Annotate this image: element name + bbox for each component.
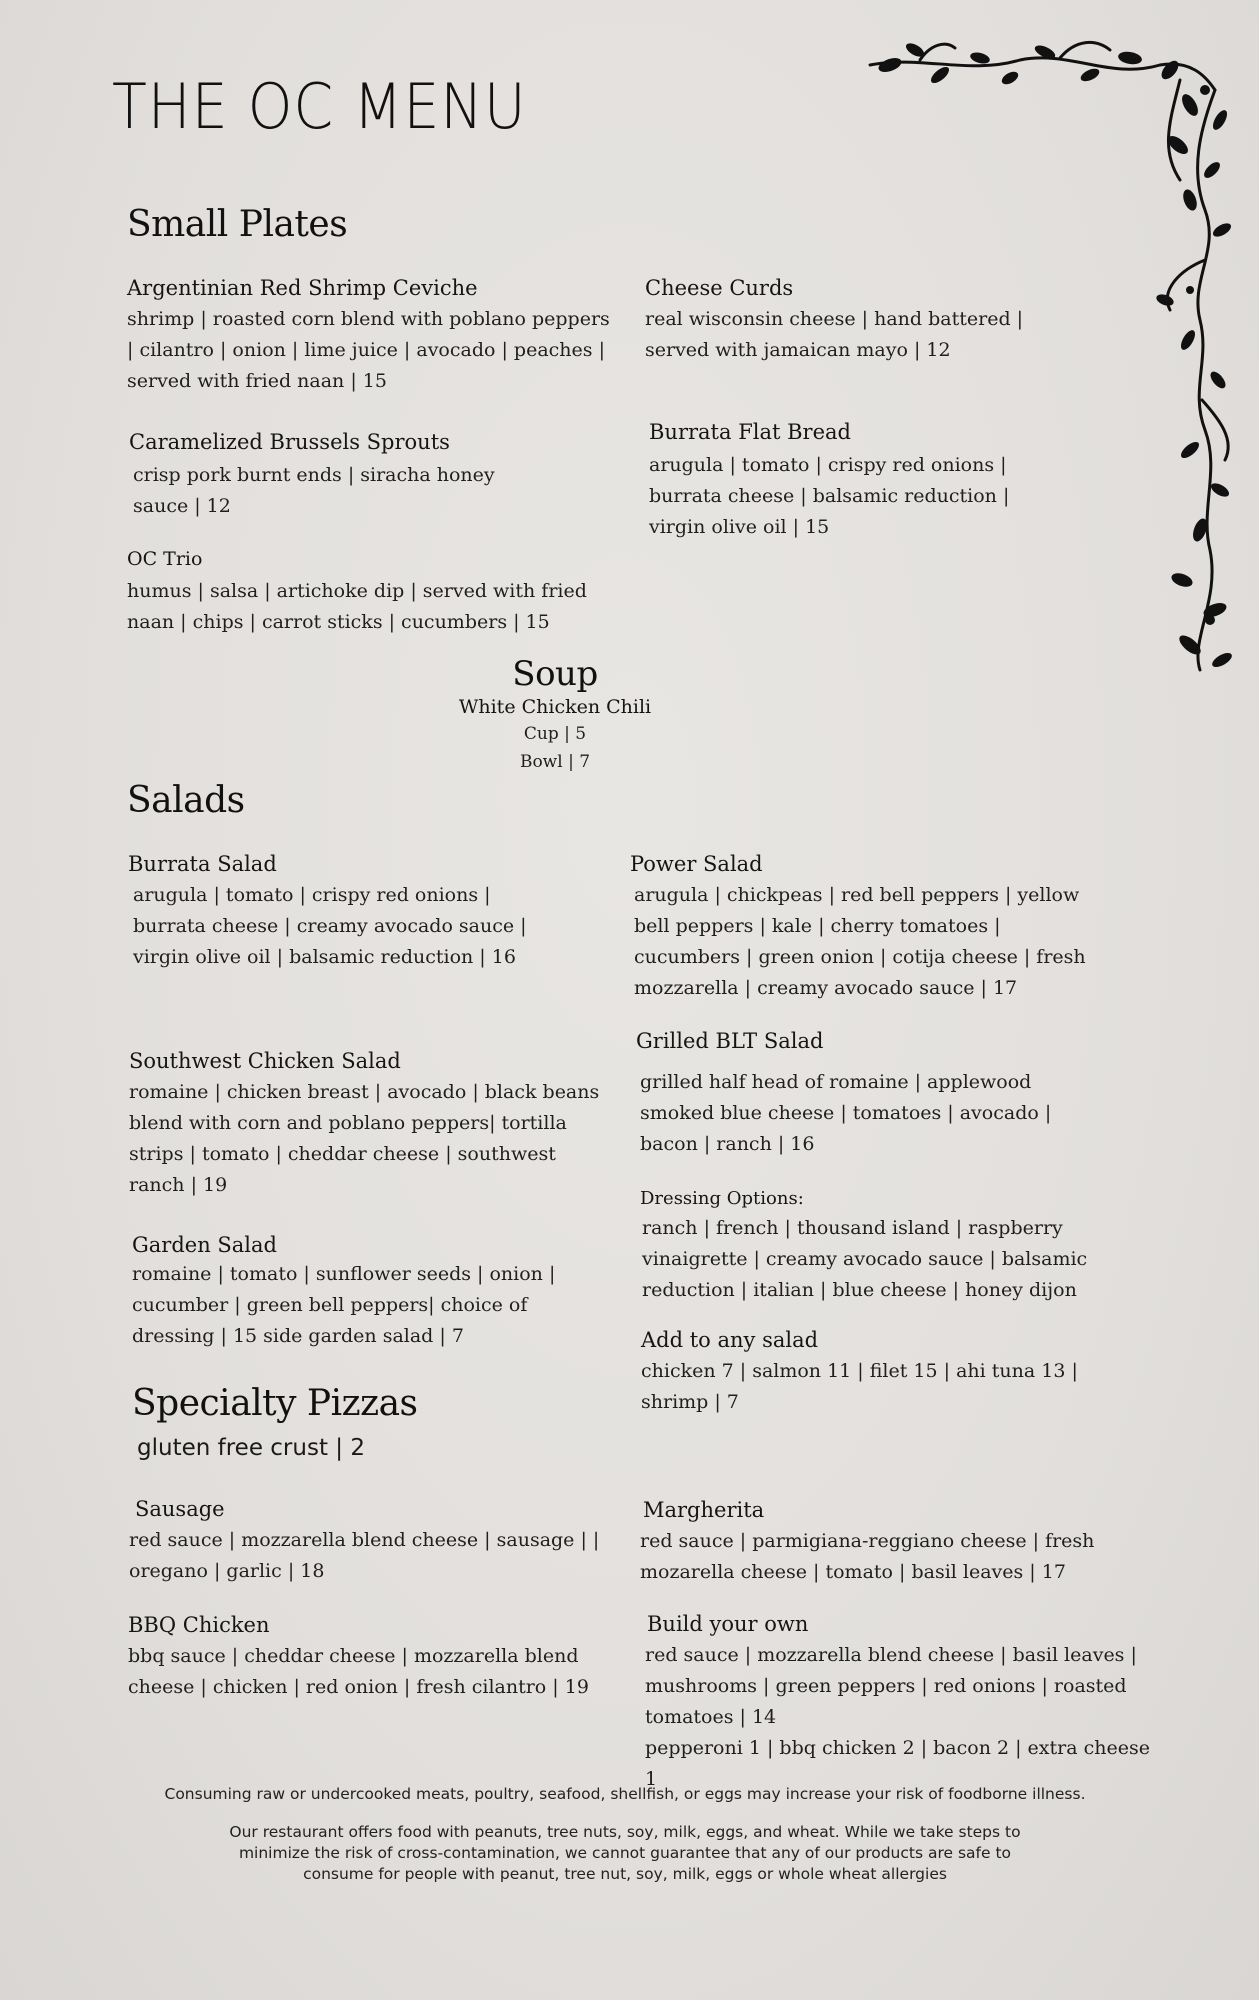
item-name: Cheese Curds — [645, 276, 794, 300]
item-desc-line: reduction | italian | blue cheese | honey dijon — [642, 1279, 1077, 1301]
item-desc-line: sauce | 12 — [133, 495, 231, 517]
menu-item — [636, 1029, 1116, 1160]
allergy-notice — [80, 1822, 1170, 1885]
menu-item — [128, 852, 608, 973]
item-desc-line: tomatoes | 14 — [645, 1706, 777, 1728]
add-salad-label: Add to any salad — [641, 1328, 819, 1352]
item-desc-line: mozarella cheese | tomato | basil leaves | 17 — [640, 1561, 1066, 1583]
item-desc-line: bbq sauce | cheddar cheese | mozzarella blend — [128, 1645, 579, 1667]
soup-heading: Soup — [512, 654, 598, 694]
item-desc-line: grilled half head of romaine | applewood — [640, 1071, 1032, 1093]
menu-item — [127, 276, 627, 397]
item-desc-line: blend with corn and poblano peppers| tortilla — [129, 1112, 567, 1134]
item-desc-line: ranch | french | thousand island | raspberry — [642, 1217, 1063, 1239]
item-name: Burrata Flat Bread — [649, 420, 851, 444]
item-desc-line: red sauce | mozzarella blend cheese | sausage | | — [129, 1529, 600, 1551]
item-name: Power Salad — [630, 852, 763, 876]
soup-bowl-price: Bowl | 7 — [519, 752, 591, 772]
item-desc-line: cucumbers | green onion | cotija cheese | fresh — [634, 946, 1086, 968]
item-desc-line: burrata cheese | balsamic reduction | — [649, 485, 1010, 507]
item-desc-line: oregano | garlic | 18 — [129, 1560, 325, 1582]
item-name: Argentinian Red Shrimp Ceviche — [127, 276, 478, 300]
menu-item — [129, 430, 579, 522]
item-desc-line: real wisconsin cheese | hand battered | — [645, 308, 1024, 330]
item-name: Garden Salad — [132, 1233, 277, 1257]
item-desc-line: romaine | chicken breast | avocado | black beans — [129, 1081, 600, 1103]
item-desc-line: burrata cheese | creamy avocado sauce | — [133, 915, 527, 937]
item-name: Burrata Salad — [128, 852, 277, 876]
item-desc-line: cucumber | green bell peppers| choice of — [132, 1294, 528, 1316]
foodborne-warning: Consuming raw or undercooked meats, poultry, seafood, shellfish, or eggs may increase your risk of foodborne illness. — [164, 1785, 1086, 1803]
item-desc-line: virgin olive oil | 15 — [649, 516, 830, 538]
item-desc-line: humus | salsa | artichoke dip | served with fried — [127, 580, 587, 602]
add-to-salad — [641, 1328, 1121, 1418]
allergy-line: consume for people with peanut, tree nut, soy, milk, eggs or whole wheat allergies — [303, 1865, 947, 1883]
item-desc-line: arugula | tomato | crispy red onions | — [133, 884, 491, 906]
menu-item — [132, 1233, 612, 1352]
menu-item — [129, 1049, 609, 1201]
item-name: Caramelized Brussels Sprouts — [129, 430, 450, 454]
allergy-line: minimize the risk of cross-contamination, we cannot guarantee that any of our products are safe to — [238, 1844, 1012, 1862]
item-desc-line: | cilantro | onion | lime juice | avocado | peaches | — [127, 339, 605, 361]
gluten-free-note: gluten free crust | 2 — [137, 1435, 365, 1461]
item-desc-line: dressing | 15 side garden salad | 7 — [132, 1325, 464, 1347]
soup-section — [405, 654, 705, 776]
item-name: Southwest Chicken Salad — [129, 1049, 401, 1073]
item-desc-line: pepperoni 1 | bbq chicken 2 | bacon 2 | extra cheese 1 — [645, 1737, 1150, 1790]
item-desc-line: strips | tomato | cheddar cheese | southwest — [129, 1143, 556, 1165]
small-plates-heading: Small Plates — [127, 204, 348, 245]
item-desc-line: ranch | 19 — [129, 1174, 228, 1196]
soup-name: White Chicken Chili — [458, 696, 652, 718]
item-desc-line: arugula | chickpeas | red bell peppers | yellow — [634, 884, 1080, 906]
item-desc-line: served with fried naan | 15 — [127, 370, 387, 392]
salads-heading: Salads — [127, 780, 245, 821]
item-desc-line: bacon | ranch | 16 — [640, 1133, 815, 1155]
item-desc-line: naan | chips | carrot sticks | cucumbers | 15 — [127, 611, 550, 633]
menu-item — [127, 548, 627, 638]
menu-title: THE OC MENU — [112, 70, 527, 143]
dressing-options — [640, 1188, 1160, 1306]
menu-item — [649, 420, 1069, 543]
pizzas-heading: Specialty Pizzas — [132, 1383, 418, 1424]
item-desc-line: smoked blue cheese | tomatoes | avocado | — [640, 1102, 1052, 1124]
menu-item — [630, 852, 1150, 1004]
item-name: Grilled BLT Salad — [636, 1029, 824, 1053]
item-desc-line: served with jamaican mayo | 12 — [645, 339, 951, 361]
menu-item — [128, 1613, 608, 1703]
item-desc-line: bell peppers | kale | cherry tomatoes | — [634, 915, 1001, 937]
item-desc-line: mozzarella | creamy avocado sauce | 17 — [634, 977, 1018, 999]
item-name: BBQ Chicken — [128, 1613, 270, 1637]
item-desc-line: virgin olive oil | balsamic reduction | 16 — [133, 946, 516, 968]
item-desc-line: shrimp | roasted corn blend with poblano peppers — [127, 308, 610, 330]
allergy-line: Our restaurant offers food with peanuts, tree nuts, soy, milk, eggs, and wheat. While we take steps to — [229, 1823, 1021, 1841]
dressing-label: Dressing Options: — [640, 1188, 804, 1209]
item-name: OC Trio — [127, 548, 203, 570]
item-name: Margherita — [643, 1498, 765, 1522]
item-desc-line: crisp pork burnt ends | siracha honey — [133, 464, 495, 486]
item-name: Build your own — [647, 1612, 809, 1636]
item-name: Sausage — [135, 1497, 225, 1521]
menu-item — [129, 1497, 609, 1587]
item-desc-line: romaine | tomato | sunflower seeds | onion | — [132, 1263, 556, 1285]
item-desc-line: red sauce | mozzarella blend cheese | basil leaves | — [645, 1644, 1137, 1666]
menu-item — [645, 1612, 1165, 1795]
item-desc-line: vinaigrette | creamy avocado sauce | balsamic — [642, 1248, 1088, 1270]
menu-item — [645, 276, 1065, 366]
item-desc-line: mushrooms | green peppers | red onions | roasted — [645, 1675, 1127, 1697]
item-desc-line: cheese | chicken | red onion | fresh cilantro | 19 — [128, 1676, 589, 1698]
soup-cup-price: Cup | 5 — [523, 724, 587, 744]
menu-item — [640, 1498, 1120, 1588]
item-desc-line: chicken 7 | salmon 11 | filet 15 | ahi tuna 13 | — [641, 1360, 1078, 1382]
item-desc-line: arugula | tomato | crispy red onions | — [649, 454, 1007, 476]
item-desc-line: shrimp | 7 — [641, 1391, 739, 1413]
item-desc-line: red sauce | parmigiana-reggiano cheese | fresh — [640, 1530, 1095, 1552]
